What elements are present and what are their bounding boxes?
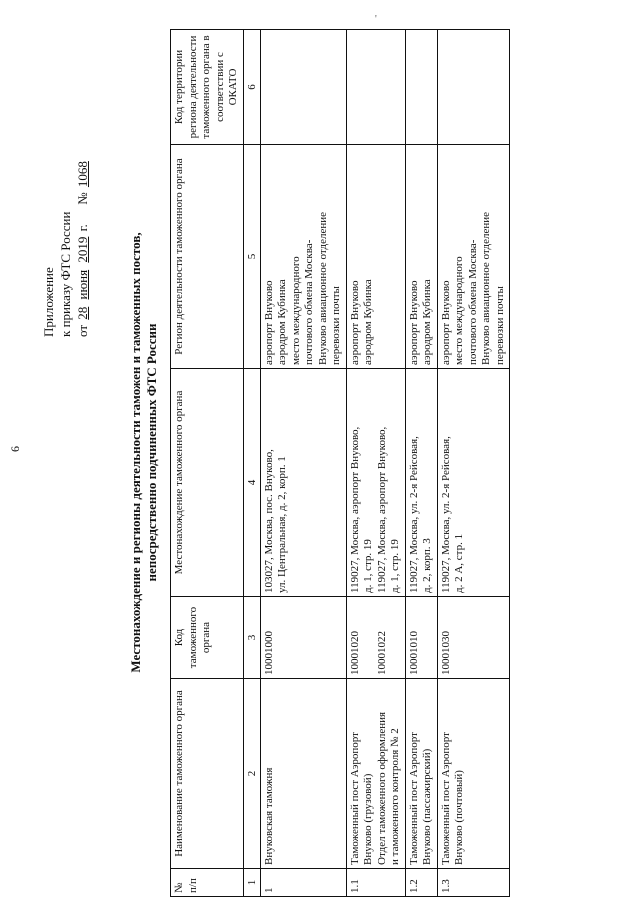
col-number: 2: [243, 679, 260, 869]
title-line-1: Местонахождение и регионы деятельности таможен и таможенных постов,: [128, 232, 143, 673]
table-body: [260, 30, 510, 897]
document-title: [128, 0, 160, 905]
header-num: № п/п: [171, 869, 244, 897]
cell-number-line: 1.3: [439, 879, 452, 893]
cell-code: [405, 597, 437, 679]
cell-location-line: 119027, Москва, аэропорт Внуково,: [348, 426, 361, 593]
date-year-suffix: г.: [75, 224, 90, 232]
cell-region-line: аэропорт Внуково: [439, 280, 452, 365]
appendix-block: [40, 87, 91, 337]
header-location: Местонахождение таможенного органа: [171, 369, 244, 597]
header-row: [171, 30, 244, 897]
cell-region-line: почтового обмена Москва-: [303, 239, 315, 365]
cell-region-line: перевозки почты: [493, 286, 506, 365]
cell-number-line: 1.1: [348, 879, 361, 893]
title-line-2: непосредственно подчиненных ФТС России: [144, 323, 159, 582]
cell-name-line: Внуково (почтовый): [453, 770, 465, 865]
cell-name: [405, 679, 437, 869]
cell-name: [260, 679, 346, 869]
order-number: 1068: [75, 161, 90, 188]
appendix-date-line: [74, 87, 91, 337]
cell-region-line: Внуково авиационное отделение: [480, 211, 492, 365]
cell-location-line: д. 2 А, стр. 1: [453, 533, 465, 593]
date-day: 28: [75, 306, 90, 320]
cell-number: [405, 869, 437, 897]
cell-okato: [346, 30, 405, 145]
table-row: [260, 30, 346, 897]
cell-region-line: Внуково авиационное отделение: [316, 211, 329, 365]
cell-name-line: Внуково (грузовой): [362, 773, 374, 865]
cell-number: [346, 869, 405, 897]
header-code: Код таможенного органа: [171, 597, 244, 679]
date-month: июня: [75, 269, 90, 300]
cell-region-line: аэропорт Внуково: [262, 280, 275, 365]
col-number: 1: [243, 869, 260, 897]
cell-location: [346, 369, 405, 597]
col-number: 5: [243, 145, 260, 369]
cell-region-line: почтового обмена Москва-: [466, 239, 479, 365]
cell-location-line: д. 1, стр. 19: [362, 539, 374, 593]
cell-location-line: 119027, Москва, аэропорт Внуково,: [375, 426, 388, 593]
cell-location: [437, 369, 510, 597]
page-number: 6: [8, 446, 22, 452]
header-okato: Код территории региона деятельности таможенного органа в соответствии с ОКАТО: [171, 30, 244, 145]
cell-location-line: 103027, Москва, пос. Внуково,: [262, 449, 275, 593]
cell-location-line: ул. Центральная, д. 2, корп. 1: [276, 456, 288, 593]
cell-location-line: 119027, Москва, ул. 2-я Рейсовая,: [407, 436, 420, 593]
cell-code-line: 10001000: [262, 631, 275, 675]
cell-number: [260, 869, 346, 897]
cell-location-line: д. 2, корп. 3: [421, 538, 433, 593]
cell-name-line: и таможенного контроля № 2: [389, 728, 401, 865]
cell-name: [437, 679, 510, 869]
cell-region-line: аэропорт Внуково: [407, 280, 420, 365]
cell-code: [437, 597, 510, 679]
cell-location-line: д. 1, стр. 19: [389, 539, 401, 593]
cell-code-line: [362, 600, 376, 675]
table-row: [437, 30, 510, 897]
cell-region-line: перевозки почты: [330, 286, 342, 365]
customs-table: [170, 29, 510, 897]
cell-region-line: аэропорт Внуково: [348, 280, 361, 365]
col-number: 3: [243, 597, 260, 679]
cell-name-line: Таможенный пост Аэропорт: [407, 732, 420, 865]
cell-number-line: 1: [262, 887, 275, 893]
cell-region-line: аэродром Кубинка: [362, 279, 374, 365]
order-number-sign: №: [75, 192, 90, 205]
cell-name-line: Таможенный пост Аэропорт: [439, 732, 452, 865]
cell-region: [260, 145, 346, 369]
cell-region-line: аэродром Кубинка: [276, 279, 288, 365]
cell-name-line: Внуковская таможня: [262, 767, 275, 865]
cell-region-line: место международного: [289, 256, 302, 365]
appendix-order-ref: к приказу ФТС России: [58, 211, 73, 337]
cell-code-line: 10001010: [407, 631, 420, 675]
cell-okato: [405, 30, 437, 145]
header-region: Регион деятельности таможенного органа: [171, 145, 244, 369]
cell-code: [260, 597, 346, 679]
date-prefix: от: [75, 324, 90, 337]
cell-region: [405, 145, 437, 369]
cell-region-line: место международного: [453, 256, 465, 365]
cell-location: [405, 369, 437, 597]
col-number: 6: [243, 30, 260, 145]
cell-code-line: 10001030: [439, 631, 452, 675]
cell-number-line: 1.2: [407, 879, 420, 893]
col-number: 4: [243, 369, 260, 597]
appendix-label: Приложение: [41, 267, 56, 337]
stray-mark: ': [375, 14, 377, 25]
cell-name-line: Отдел таможенного оформления: [375, 711, 388, 865]
cell-okato: [437, 30, 510, 145]
cell-code-line: 10001020: [348, 631, 361, 675]
table-row: [405, 30, 437, 897]
cell-code-line: 10001022: [375, 631, 388, 675]
cell-number: [437, 869, 510, 897]
cell-location: [260, 369, 346, 597]
cell-region: [346, 145, 405, 369]
cell-name-line: Таможенный пост Аэропорт: [348, 732, 361, 865]
date-year: 2019: [75, 236, 90, 263]
cell-name-line: Внуково (пассажирский): [421, 748, 433, 865]
cell-okato: [260, 30, 346, 145]
cell-region-line: аэродром Кубинка: [421, 279, 433, 365]
cell-code: [346, 597, 405, 679]
cell-region: [437, 145, 510, 369]
header-name: Наименование таможенного органа: [171, 679, 244, 869]
column-number-row: [243, 30, 260, 897]
cell-location-line: 119027, Москва, ул. 2-я Рейсовая,: [439, 436, 452, 593]
table-row: [346, 30, 405, 897]
cell-name: [346, 679, 405, 869]
